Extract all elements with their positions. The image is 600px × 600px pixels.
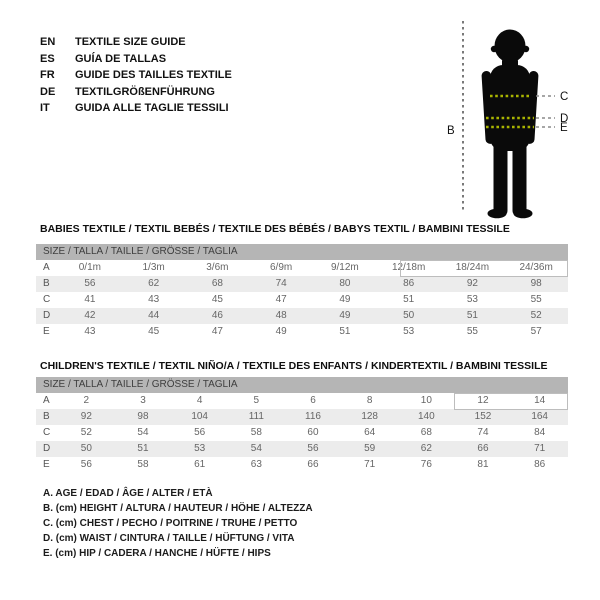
table-cell: 54 <box>250 443 262 454</box>
table-cell: 45 <box>148 326 160 337</box>
table-cell: 92 <box>80 411 92 422</box>
table-cell: 41 <box>84 294 96 305</box>
table-cell: 43 <box>84 326 96 337</box>
language-code: EN <box>40 36 56 48</box>
table-cell: 56 <box>84 278 96 289</box>
table-cell: 71 <box>534 443 546 454</box>
table-cell: 50 <box>80 443 92 454</box>
language-row-fr <box>40 67 232 84</box>
table-cell: 62 <box>148 278 160 289</box>
table-cell: 3/6m <box>206 262 229 273</box>
child-silhouette <box>481 30 538 219</box>
table-cell: 49 <box>339 310 351 321</box>
children-table-header: SIZE / TALLA / TAILLE / GRÖSSE / TAGLIA <box>36 377 568 393</box>
table-cell: 53 <box>403 326 415 337</box>
table-cell: 6/9m <box>270 262 293 273</box>
table-cell: 64 <box>364 427 376 438</box>
table-cell: 58 <box>137 459 149 470</box>
table-cell: 42 <box>84 310 96 321</box>
table-cell: 51 <box>466 310 478 321</box>
table-cell: 56 <box>307 443 319 454</box>
row-label: C <box>43 427 51 438</box>
table-row <box>36 276 568 292</box>
table-cell: 48 <box>275 310 287 321</box>
table-cell: 59 <box>364 443 376 454</box>
table-cell: 68 <box>211 278 223 289</box>
table-cell: 51 <box>137 443 149 454</box>
table-cell: 76 <box>420 459 432 470</box>
table-row <box>36 457 568 473</box>
table-cell: 46 <box>211 310 223 321</box>
babies-table-title: BABIES TEXTILE / TEXTIL BEBÉS / TEXTILE DES BÉBÉS / BABYS TEXTIL / BAMBINI TESSILE <box>40 223 510 235</box>
label-height-b: B <box>447 125 455 137</box>
table-cell: 52 <box>80 427 92 438</box>
table-cell: 63 <box>250 459 262 470</box>
table-cell: 58 <box>250 427 262 438</box>
table-row <box>36 425 568 441</box>
table-cell: 47 <box>275 294 287 305</box>
table-cell: 84 <box>534 427 546 438</box>
legend-waist: D. (cm) WAIST / CINTURA / TAILLE / HÜFTUNG / VITA <box>43 533 295 544</box>
table-cell: 18/24m <box>455 262 490 273</box>
table-cell: 92 <box>466 278 478 289</box>
table-cell: 50 <box>403 310 415 321</box>
language-code: DE <box>40 85 56 98</box>
table-cell: 53 <box>194 443 206 454</box>
measurement-figure <box>435 8 590 230</box>
table-cell: 6 <box>310 395 316 406</box>
children-size-table <box>36 377 568 473</box>
table-cell: 0/1m <box>78 262 101 273</box>
table-cell: 140 <box>417 411 435 422</box>
language-code: IT <box>40 102 50 114</box>
table-cell: 74 <box>477 427 489 438</box>
table-cell: 56 <box>194 427 206 438</box>
table-cell: 55 <box>466 326 478 337</box>
language-label: TEXTILE SIZE GUIDE <box>75 36 186 48</box>
table-row <box>36 324 568 340</box>
language-label: GUIDA ALLE TAGLIE TESSILI <box>75 102 229 114</box>
table-cell: 47 <box>211 326 223 337</box>
table-cell: 60 <box>307 427 319 438</box>
table-cell: 49 <box>275 326 287 337</box>
table-cell: 12 <box>477 395 489 406</box>
table-cell: 111 <box>248 411 264 422</box>
table-cell: 128 <box>361 411 378 422</box>
babies-table-header: SIZE / TALLA / TAILLE / GRÖSSE / TAGLIA <box>36 244 568 260</box>
table-cell: 49 <box>339 294 351 305</box>
table-cell: 71 <box>364 459 376 470</box>
table-cell: 10 <box>420 395 432 406</box>
language-label: GUIDE DES TAILLES TEXTILE <box>75 69 232 81</box>
language-row-en <box>40 34 232 51</box>
table-cell: 61 <box>194 459 206 470</box>
table-cell: 51 <box>339 326 351 337</box>
table-cell: 57 <box>530 326 542 337</box>
table-row <box>36 308 568 324</box>
table-cell: 80 <box>339 278 351 289</box>
table-cell: 164 <box>531 411 548 422</box>
table-cell: 86 <box>534 459 546 470</box>
table-cell: 66 <box>307 459 319 470</box>
language-label: TEXTILGRÖßENFÜHRUNG <box>75 85 215 98</box>
table-cell: 12/18m <box>391 262 426 273</box>
legend-age: A. AGE / EDAD / ÂGE / ALTER / ETÀ <box>43 488 213 499</box>
legend-height: B. (cm) HEIGHT / ALTURA / HAUTEUR / HÖHE / ALTEZZA <box>43 503 313 514</box>
table-cell: 152 <box>474 411 492 422</box>
language-row-it <box>40 100 232 117</box>
table-cell: 43 <box>148 294 160 305</box>
row-label: E <box>43 326 50 337</box>
table-cell: 86 <box>403 278 415 289</box>
table-cell: 116 <box>305 411 321 422</box>
row-label: B <box>43 411 50 422</box>
table-cell: 98 <box>530 278 542 289</box>
legend-chest: C. (cm) CHEST / PECHO / POITRINE / TRUHE / PETTO <box>43 518 298 529</box>
row-label: D <box>43 310 51 321</box>
table-cell: 45 <box>211 294 223 305</box>
row-label: E <box>43 459 50 470</box>
row-label: C <box>43 294 51 305</box>
children-table-rows <box>36 393 568 473</box>
row-label: D <box>43 443 51 454</box>
language-code: ES <box>40 52 55 65</box>
language-row-de <box>40 84 232 101</box>
language-label: GUÍA DE TALLAS <box>75 52 167 65</box>
table-cell: 81 <box>477 459 489 470</box>
table-cell: 51 <box>403 294 415 305</box>
table-cell: 5 <box>253 395 260 406</box>
language-code: FR <box>40 69 55 81</box>
table-cell: 68 <box>420 427 432 438</box>
babies-table-rows <box>36 260 568 340</box>
measurement-legend <box>43 486 313 561</box>
legend-hip: E. (cm) HIP / CADERA / HANCHE / HÜFTE / HIPS <box>43 548 271 559</box>
table-cell: 4 <box>196 395 203 406</box>
table-cell: 98 <box>137 411 149 422</box>
table-cell: 62 <box>420 443 432 454</box>
table-cell: 24/36m <box>519 262 553 273</box>
table-row <box>36 260 568 276</box>
table-cell: 44 <box>148 310 160 321</box>
children-table-title: CHILDREN'S TEXTILE / TEXTIL NIÑO/A / TEXTILE DES ENFANTS / KINDERTEXTIL / BAMBINI TESSILE <box>40 360 548 372</box>
row-label: B <box>43 278 50 289</box>
child-silhouette-diagram <box>435 8 590 230</box>
label-hip-e: E <box>560 122 568 134</box>
table-cell: 55 <box>530 294 542 305</box>
table-cell: 8 <box>366 395 373 406</box>
language-list <box>40 34 232 117</box>
table-cell: 1/3m <box>142 262 165 273</box>
table-cell: 14 <box>534 395 546 406</box>
table-cell: 56 <box>80 459 92 470</box>
row-label: A <box>43 262 50 273</box>
babies-size-table <box>36 244 568 340</box>
row-label: A <box>43 395 50 406</box>
table-cell: 2 <box>83 395 90 406</box>
label-waist-d: D <box>560 113 569 125</box>
table-cell: 66 <box>477 443 489 454</box>
label-chest-c: C <box>560 91 569 103</box>
table-row <box>36 441 568 457</box>
table-cell: 104 <box>191 411 208 422</box>
table-row <box>36 409 568 425</box>
table-row <box>36 292 568 308</box>
table-cell: 53 <box>466 294 478 305</box>
table-row <box>36 393 568 409</box>
table-cell: 54 <box>137 427 149 438</box>
table-cell: 74 <box>275 278 287 289</box>
table-cell: 3 <box>140 395 146 406</box>
table-cell: 52 <box>530 310 542 321</box>
language-row-es <box>40 51 232 68</box>
table-cell: 9/12m <box>330 262 359 273</box>
